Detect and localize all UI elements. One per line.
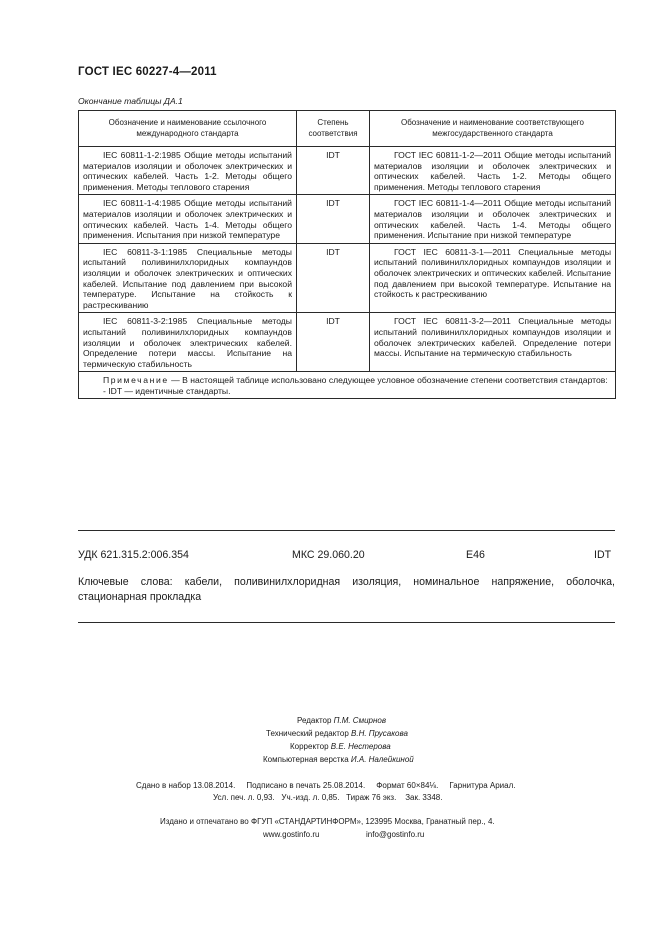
table-note-row: [79, 372, 616, 399]
table-header-row: [79, 111, 616, 147]
credit-role: Технический редактор: [266, 729, 349, 738]
degree-cell: IDT: [297, 243, 370, 313]
degree-code: IDT: [594, 549, 612, 561]
publisher-website-link[interactable]: www.gostinfo.ru: [263, 830, 320, 839]
credit-name: В.Н. Прусакова: [351, 729, 408, 738]
table-row: [79, 147, 616, 195]
credit-role: Компьютерная верстка: [263, 755, 349, 764]
imprint-line-2: Усл. печ. л. 0,93. Уч.-изд. л. 0,85. Тираж 76 экз. Зак. 3348.: [213, 793, 443, 802]
table-row: [79, 195, 616, 243]
international-standard-cell: IEC 60811-1-4:1985 Общие методы испытаний материалов изоляции и оболочек электрических и оптических кабелей. Часть 1-4. Методы общего применения. Испытания при низкой температуре: [79, 195, 297, 243]
credit-name: И.А. Налейкиной: [350, 755, 414, 764]
interstate-standard-cell: ГОСТ IEC 60811-3-2—2011 Специальные методы испытаний поливинилхлоридных компаундов изоляции и оболочек электрических кабелей. Определение потери массы. Испытание на термическую стабильность: [370, 313, 616, 372]
interstate-standard-cell: ГОСТ IEC 60811-1-4—2011 Общие методы испытаний материалов изоляции и оболочек электрических и оптических кабелей. Часть 1-4. Методы общего применения. Испытание при низкой температуре: [370, 195, 616, 243]
note-label: Примечание: [103, 375, 169, 386]
credit-role: Редактор: [297, 716, 332, 725]
okp-code: E46: [466, 549, 485, 561]
credit-role: Корректор: [290, 742, 329, 751]
credit-layout: [263, 753, 414, 766]
credit-tech-editor: [266, 727, 408, 740]
table-note: [79, 372, 616, 399]
references-table: [78, 110, 616, 399]
international-standard-cell: IEC 60811-1-2:1985 Общие методы испытаний материалов изоляции и оболочек электрических и оптических кабелей. Часть 1-2. Методы общего применения. Методы теплового старения: [79, 147, 297, 195]
international-standard-cell: IEC 60811-3-2:1985 Специальные методы испытаний поливинилхлоридных компаундов изоляции и оболочек электрических кабелей. Определение потери массы. Испытание на термическую стабильность: [79, 313, 297, 372]
table-caption: Окончание таблицы ДА.1: [78, 96, 183, 106]
divider-top: [78, 530, 615, 531]
credit-name: В.Е. Нестерова: [330, 742, 391, 751]
udk-code: УДК 621.315.2:006.354: [78, 549, 189, 561]
table-row: [79, 243, 616, 313]
column-header-international: Обозначение и наименование ссылочного международного стандарта: [79, 111, 297, 147]
interstate-standard-cell: ГОСТ IEC 60811-1-2—2011 Общие методы испытаний материалов изоляции и оболочек электрических и оптических кабелей. Часть 1-2. Методы общего применения. Методы теплового старения: [370, 147, 616, 195]
note-item: - IDT — идентичные стандарты.: [103, 385, 231, 396]
degree-cell: IDT: [297, 313, 370, 372]
credit-editor: [297, 714, 386, 727]
publisher-email-link[interactable]: info@gostinfo.ru: [366, 830, 425, 839]
table-row: [79, 313, 616, 372]
imprint-publisher: Издано и отпечатано во ФГУП «СТАНДАРТИНФОРМ», 123995 Москва, Гранатный пер., 4.: [160, 817, 495, 826]
divider-bottom: [78, 622, 615, 623]
keywords: Ключевые слова: кабели, поливинилхлоридная изоляция, номинальное напряжение, оболочка, стационарная прокладка: [78, 576, 615, 603]
note-text: — В настоящей таблице использовано следующее условное обозначение степени соответствия стандартов:: [168, 375, 608, 386]
international-standard-cell: IEC 60811-3-1:1985 Специальные методы испытаний поливинилхлоридных компаундов изоляции и оболочек электрических и оптических кабелей. Испытание под давлением при высокой температуре. Испытание на стойкость к растрескиванию: [79, 243, 297, 313]
column-header-degree: Степень соответствия: [297, 111, 370, 147]
standard-title: ГОСТ IEC 60227-4—2011: [78, 66, 217, 78]
column-header-interstate: Обозначение и наименование соответствующего межгосударственного стандарта: [370, 111, 616, 147]
interstate-standard-cell: ГОСТ IEC 60811-3-1—2011 Специальные методы испытаний поливинилхлоридных компаундов изоляции и оболочек электрических и оптических кабелей. Испытание под давлением при высокой температуре. Испытание на стойкость к растрескиванию: [370, 243, 616, 313]
credit-corrector: [290, 740, 391, 753]
credit-name: П.М. Смирнов: [333, 716, 386, 725]
degree-cell: IDT: [297, 147, 370, 195]
imprint-line-1: Сдано в набор 13.08.2014. Подписано в печать 25.08.2014. Формат 60×84⅛. Гарнитура Ариал.: [136, 781, 516, 790]
mks-code: МКС 29.060.20: [292, 549, 365, 561]
degree-cell: IDT: [297, 195, 370, 243]
